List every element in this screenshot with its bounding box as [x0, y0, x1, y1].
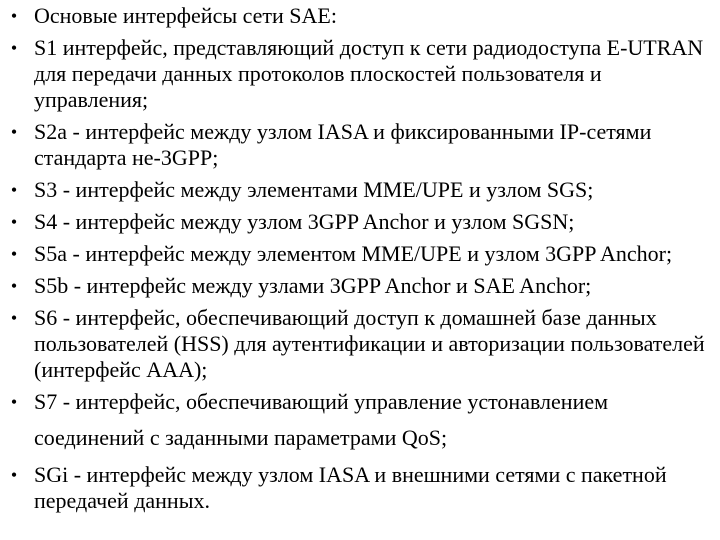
bullet-icon: • — [10, 465, 18, 485]
bullet-text: S5a - интерфейс между элементом MME/UPE и узлом 3GPP Anchor; — [34, 241, 673, 266]
bullet-item-s3 — [0, 177, 720, 203]
bullet-icon: • — [10, 38, 18, 58]
bullet-text: SGi - интерфейс между узлом IASA и внешними сетями с пакетной передачей данных. — [34, 462, 667, 513]
bullet-text: S6 - интерфейс, обеспечивающий доступ к домашней базе данных пользователей (HSS) для аутентификации и авторизации пользователей (интерфейс AAA); — [34, 305, 705, 382]
bullet-icon: • — [10, 392, 18, 412]
bullet-text: S1 интерфейс, представляющий доступ к сети радиодоступа E-UTRAN для передачи данных протоколов плоскостей пользователя и управления; — [34, 35, 704, 112]
bullet-text: Основые интерфейсы сети SAE: — [34, 3, 337, 28]
bullet-item-s7 — [0, 384, 720, 456]
bullet-item-sgi — [0, 462, 720, 514]
bullet-item-s4 — [0, 209, 720, 235]
bullet-text: S2a - интерфейс между узлом IASA и фиксированными IP-сетями стандарта не-3GPP; — [34, 119, 652, 170]
bullet-icon: • — [10, 244, 18, 264]
bullet-item-s5a — [0, 241, 720, 267]
bullet-icon: • — [10, 180, 18, 200]
bullet-text: S3 - интерфейс между элементами MME/UPE и узлом SGS; — [34, 177, 594, 202]
bullet-icon: • — [10, 122, 18, 142]
bullet-icon: • — [10, 276, 18, 296]
bullet-item-s1 — [0, 35, 720, 113]
bullet-item-s5b — [0, 273, 720, 299]
bullet-list — [0, 3, 720, 520]
bullet-text: S7 - интерфейс, обеспечивающий управление устонавлением соединений с заданными параметрами QoS; — [34, 389, 609, 450]
bullet-item-s2a — [0, 119, 720, 171]
bullet-icon: • — [10, 308, 18, 328]
bullet-item-s6 — [0, 305, 720, 383]
bullet-text: S5b - интерфейс между узлами 3GPP Anchor и SAE Anchor; — [34, 273, 592, 298]
bullet-item-sae-interfaces — [0, 3, 720, 29]
bullet-icon: • — [10, 6, 18, 26]
bullet-icon: • — [10, 212, 18, 232]
bullet-text: S4 - интерфейс между узлом 3GPP Anchor и узлом SGSN; — [34, 209, 575, 234]
